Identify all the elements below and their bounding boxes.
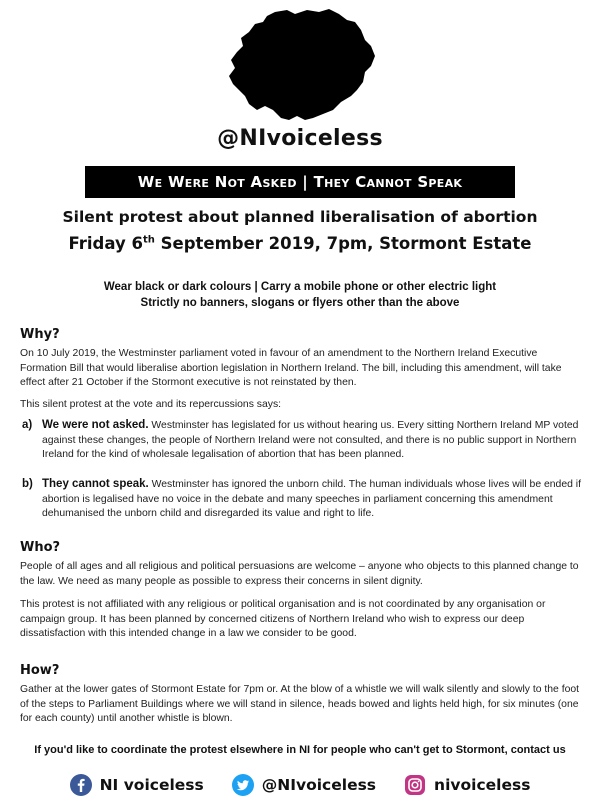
date-prefix: Friday 6 [68, 234, 143, 253]
map-silhouette-icon [215, 6, 385, 124]
why-paragraph: On 10 July 2019, the Westminster parliament voted in favour of an amendment to the Northern Ireland Executive Formation Bill that would liberalise abortion legislation in Northern Ireland. The bill, including this amendment, will take effect after 21 October if the Stormont executive is not reinstated by then. [20, 348, 562, 389]
contact-line: If you'd like to coordinate the protest elsewhere in NI for people who can't get to Stormont, contact us [34, 744, 566, 756]
facebook-link[interactable] [70, 774, 204, 796]
slogan-banner: We Were Not Asked | They Cannot Speak [85, 166, 515, 198]
instagram-icon [404, 774, 426, 796]
instagram-name: nivoiceless [434, 776, 531, 794]
protest-date-location [0, 234, 600, 253]
date-suffix: September 2019, 7pm, Stormont Estate [154, 234, 532, 253]
protest-headline: Silent protest about planned liberalisation of abortion [62, 208, 538, 226]
social-links [0, 773, 600, 797]
date-ordinal: th [142, 234, 155, 246]
twitter-link[interactable] [232, 774, 376, 796]
who-heading: Who? [20, 540, 61, 555]
who-paragraph-2: This protest is not affiliated with any religious or political organisation and is not coordinated by any organisation or campaign group. It has been planned by concerned citizens of Northern Ireland who wish to express our deep dissatisfaction with this intended change in a law we consider to be good. [20, 599, 546, 640]
why-heading: Why? [20, 327, 60, 342]
northern-ireland-map-logo [0, 6, 600, 129]
how-paragraph: Gather at the lower gates of Stormont Estate for 7pm or. At the blow of a whistle we will walk silently and slowly to the foot of the steps to Parliament Buildings where we will stand in silence, heads bowed and lights held high, for six minutes (one for each county) until another whistle is blown. [20, 684, 580, 725]
rules-line: Strictly no banners, slogans or flyers other than the above [140, 297, 460, 309]
point-lead: We were not asked. [42, 419, 149, 431]
facebook-name: NI voiceless [99, 776, 204, 794]
why-intro: This silent protest at the vote and its repercussions says: [20, 399, 282, 410]
point-text: Westminster has ignored the unborn child. The human individuals whose lives will be ended if abortion is legalised have no voice in the debate and many speeches in parliament concerning this amendment dehumanised the unborn child and disregarded its value and right to life. [42, 479, 581, 520]
twitter-icon [232, 774, 254, 796]
instagram-link[interactable] [404, 774, 530, 796]
twitter-handle-title: @NIvoiceless [217, 126, 383, 151]
point-cannot-speak [20, 477, 582, 522]
who-paragraph-1: People of all ages and all religious and political persuasions are welcome – anyone who objects to this planned change to the law. We need as many people as possible to express their concerns in silent dignity. [20, 561, 579, 587]
dress-code-line: Wear black or dark colours | Carry a mobile phone or other electric light [103, 281, 497, 293]
point-lead: They cannot speak. [42, 478, 149, 490]
point-not-asked [20, 418, 582, 463]
facebook-icon [70, 774, 92, 796]
list-marker: b) [22, 478, 33, 490]
how-heading: How? [20, 663, 60, 678]
point-text: Westminster has legislated for us without hearing us. Every sitting Northern Ireland MP voted against these changes, the people of Northern Ireland were not consulted, and there is no public support in Northern Ireland for the kind of wholesale legalisation of abortion that has been planned. [42, 420, 579, 461]
list-marker: a) [22, 419, 33, 431]
twitter-name: @NIvoiceless [261, 776, 377, 794]
